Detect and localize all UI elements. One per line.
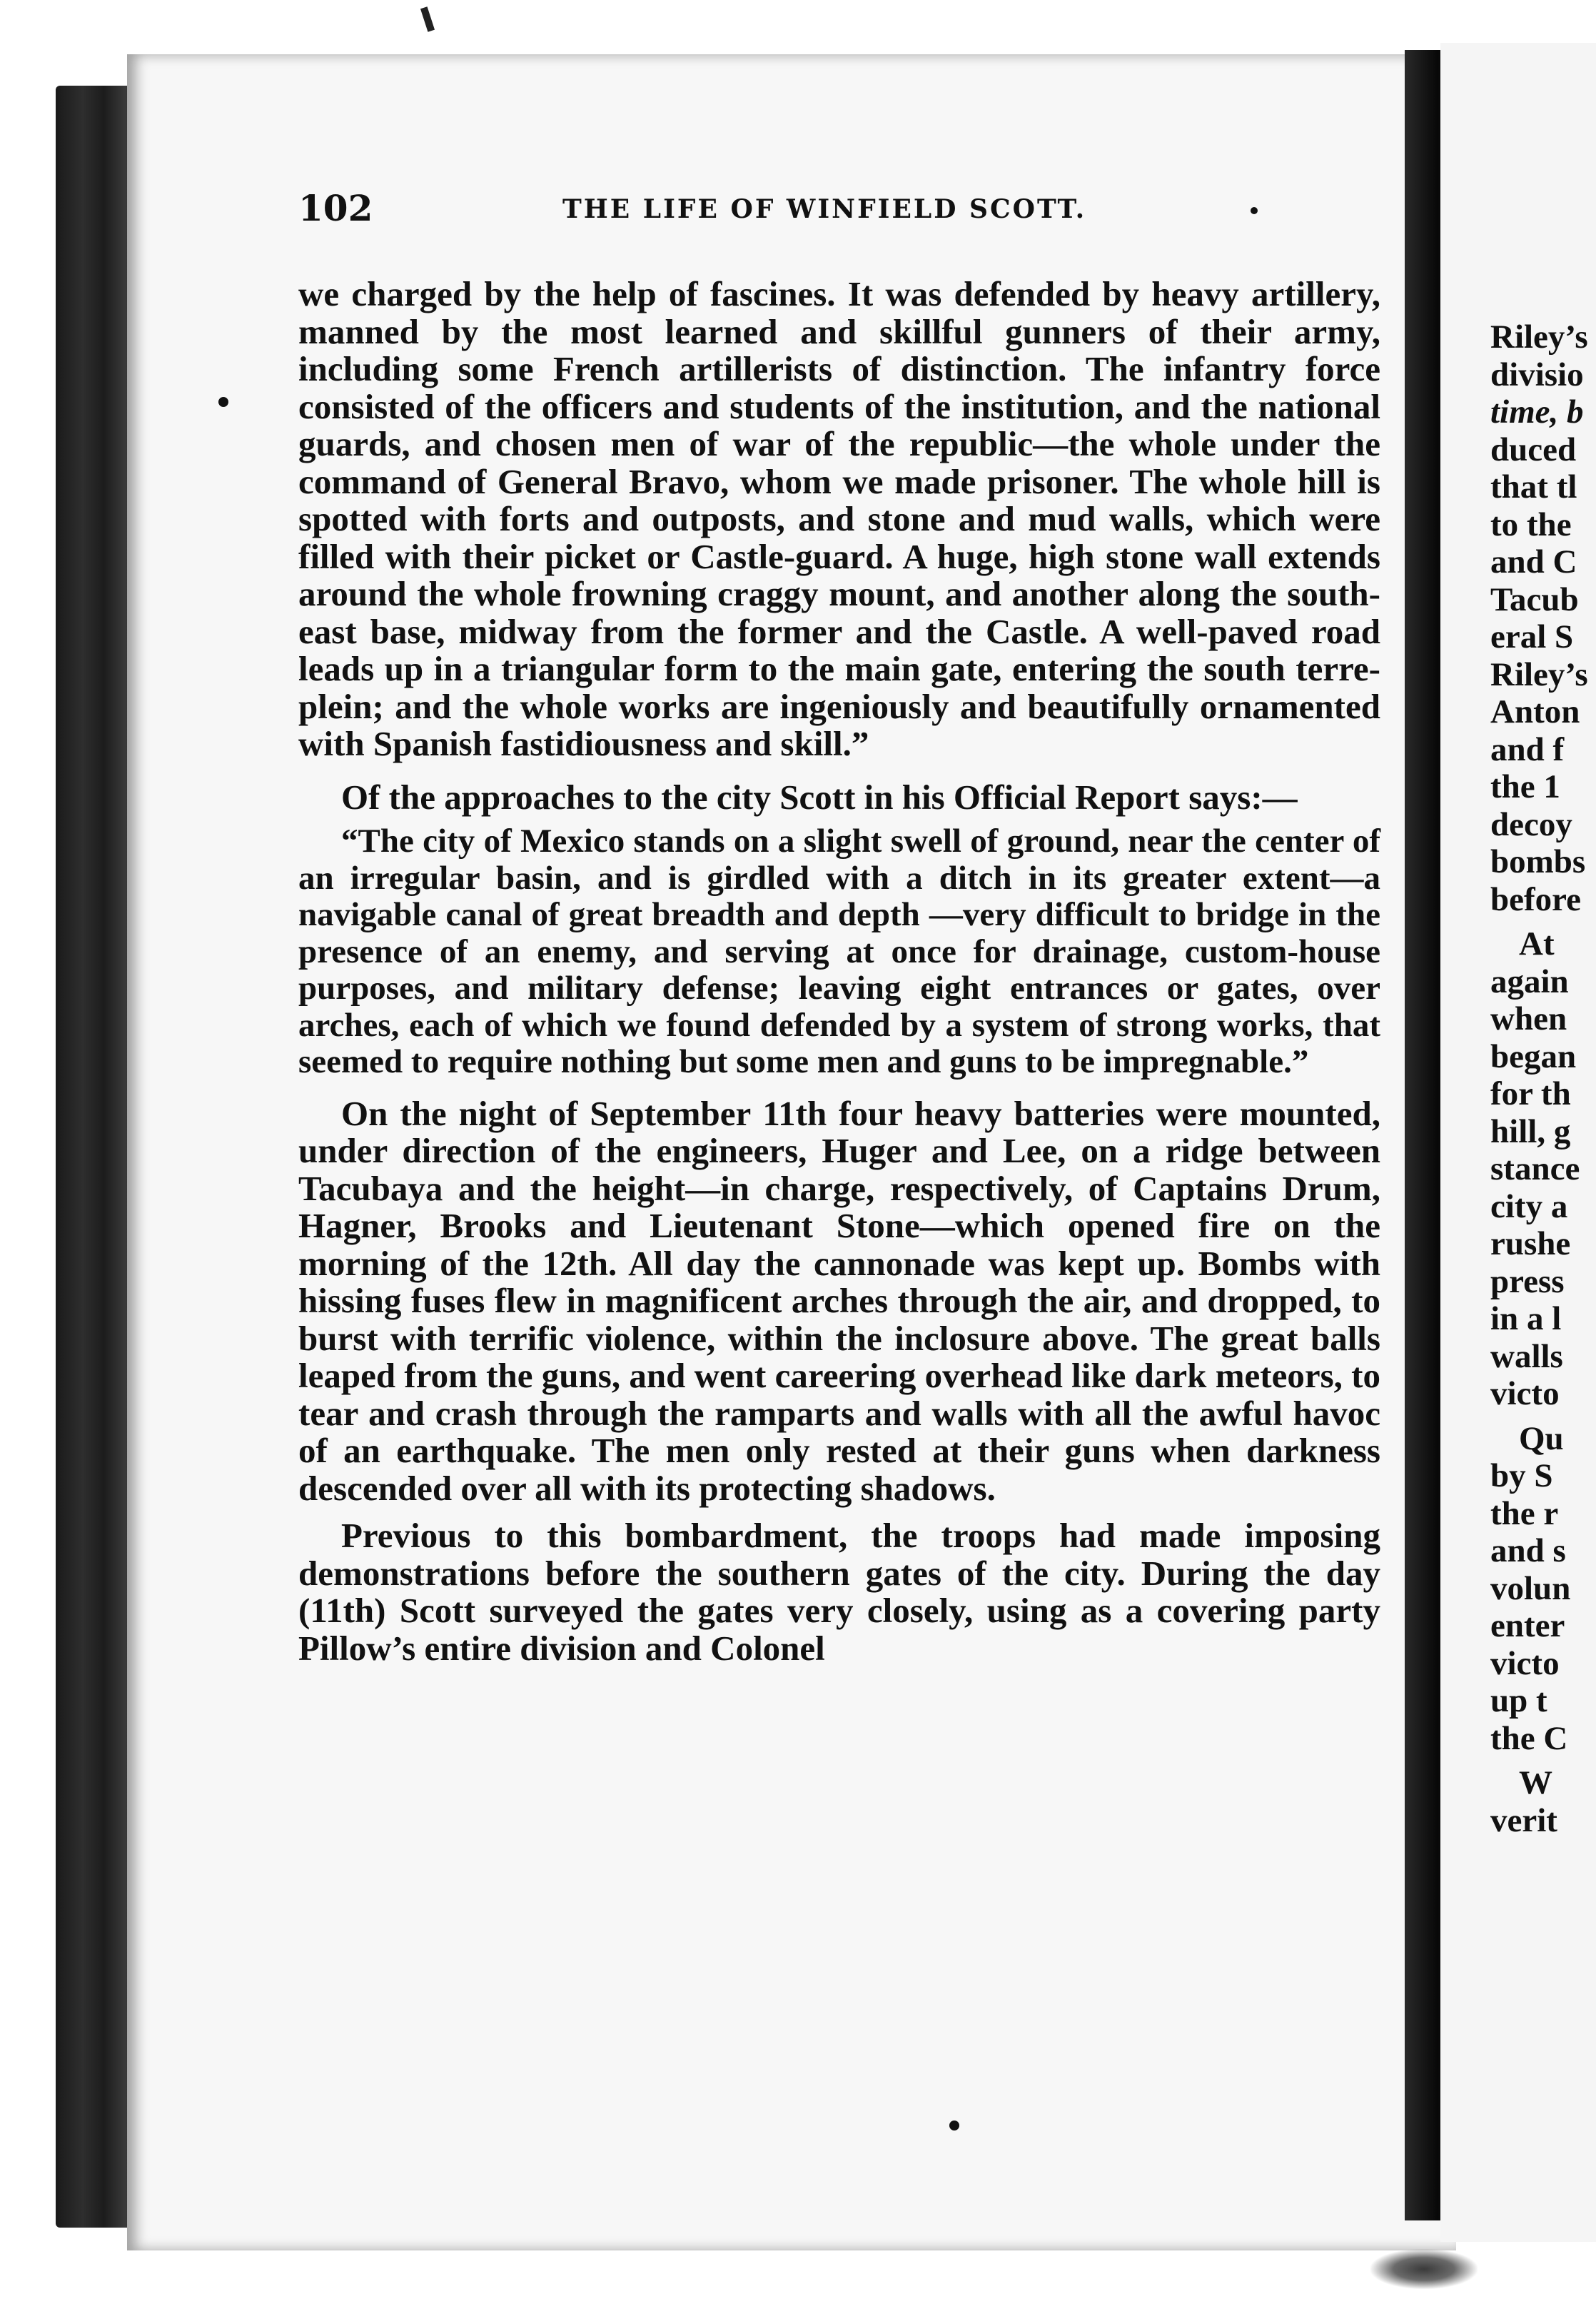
facing-line: up t <box>1490 1682 1547 1719</box>
facing-line: that tl <box>1490 468 1577 505</box>
facing-line: Riley’s <box>1490 655 1588 693</box>
facing-line: rushe <box>1490 1225 1571 1262</box>
margin-dot <box>218 397 228 407</box>
facing-line: hill, g <box>1490 1112 1571 1150</box>
facing-line: Tacub <box>1490 580 1579 618</box>
paragraph: On the night of September 11th four heavy batteries were mounted, under direction of the engineers, Huger and Lee, on a ridge between Tacubaya and the height—in charge, respectively, of Captains Drum, Hagner, Brooks and Lieutenant Stone—which opened fire on the morning of the 12th. All day the cannonade was kept up. Bombs with hissing fuses flew in magnificent arches through the air, and dropped, to burst with terrific violence, within the inclosure above. The great balls leaped from the guns, and went careering overhead like dark meteors, to tear and crash through the ramparts and walls with all the awful havoc of an earthquake. The men only rested at their guns when darkness descended over all with its protecting shadows. <box>298 1093 1380 1508</box>
facing-line: time, b <box>1490 393 1584 431</box>
facing-line: verit <box>1490 1801 1557 1839</box>
running-head <box>298 187 1383 230</box>
facing-line: volun <box>1490 1569 1571 1607</box>
facing-line: before <box>1490 880 1582 918</box>
facing-line: divisio <box>1490 356 1584 393</box>
body-text <box>298 276 1380 1667</box>
facing-page <box>1440 43 1596 2242</box>
facing-line: and f <box>1490 730 1565 768</box>
facing-line: and C <box>1490 543 1577 580</box>
paragraph: Previous to this bombardment, the troops had made imposing demonstrations before the southern gates of the city. During the day (11th) Scott surveyed the gates very closely, using as a covering party Pillow’s entire division and Colonel <box>298 1516 1380 1668</box>
facing-line: At <box>1519 925 1555 962</box>
facing-line: walls <box>1490 1337 1563 1375</box>
facing-line: duced <box>1490 431 1577 468</box>
facing-line: when <box>1490 1000 1567 1037</box>
facing-line: to the <box>1490 505 1572 543</box>
facing-line: victo <box>1490 1375 1560 1412</box>
paragraph: we charged by the help of fascines. It was defended by heavy artillery, manned by the most learned and skillful gunners of their army, including some French artillerists of distinction. The infantry force consisted of the officers and students of the institution, and the national guards, and chosen men of war of the republic—the whole under the command of General Bravo, whom we made prisoner. The whole hill is spotted with forts and outposts, and stone and mud walls, which were filled with their picket or Castle-guard. A huge, high stone wall extends around the whole frowning craggy mount, and another along the south-east base, midway from the former and the Castle. A well-paved road leads up in a triangular form to the main gate, entering the south terre-plein; and the whole works are ingeniously and beautifully ornamented with Spanish fastidiousness and skill.” <box>298 274 1380 763</box>
facing-line: decoy <box>1490 805 1572 843</box>
facing-line: W <box>1519 1764 1552 1801</box>
facing-line: began <box>1490 1037 1577 1075</box>
facing-line: the r <box>1490 1494 1559 1532</box>
facing-line: press <box>1490 1262 1565 1300</box>
facing-line: by S <box>1490 1457 1553 1494</box>
page-number: 102 <box>298 187 373 229</box>
facing-line: and s <box>1490 1532 1566 1569</box>
scan-blot <box>1370 2249 1478 2289</box>
facing-line: Anton <box>1490 693 1580 730</box>
paragraph: Of the approaches to the city Scott in his Official Report says:— <box>341 777 1298 817</box>
running-title: THE LIFE OF WINFIELD SCOTT. <box>562 194 1087 224</box>
facing-page-text <box>1490 318 1596 1839</box>
facing-line: Riley’s <box>1490 318 1588 356</box>
facing-line: again <box>1490 962 1569 1000</box>
facing-line: for th <box>1490 1075 1571 1112</box>
facing-line: bombs <box>1490 843 1586 880</box>
facing-line: in a l <box>1490 1300 1562 1337</box>
facing-line: enter <box>1490 1607 1565 1644</box>
facing-line: victo <box>1490 1644 1560 1682</box>
block-quote: “The city of Mexico stands on a slight swell of ground, near the center of an irregular basin, and is girdled with a ditch in its greater extent—a navigable canal of great breadth and depth —very difficult to bridge in the presence of an enemy, and serving at once for drainage, custom-house purposes, and military defense; leaving eight entrances or gates, over arches, each of which we found defended by a system of strong works, that seemed to require nothing but some men and guns to be impregnable.” <box>298 822 1380 1080</box>
facing-line: eral S <box>1490 618 1574 655</box>
facing-line: the 1 <box>1490 768 1560 805</box>
footer-dot <box>949 2121 959 2131</box>
facing-line: the C <box>1490 1719 1568 1757</box>
facing-line: city a <box>1490 1187 1568 1225</box>
facing-line: Qu <box>1519 1419 1564 1457</box>
scan-speck <box>420 6 435 31</box>
facing-line: stance <box>1490 1150 1580 1187</box>
